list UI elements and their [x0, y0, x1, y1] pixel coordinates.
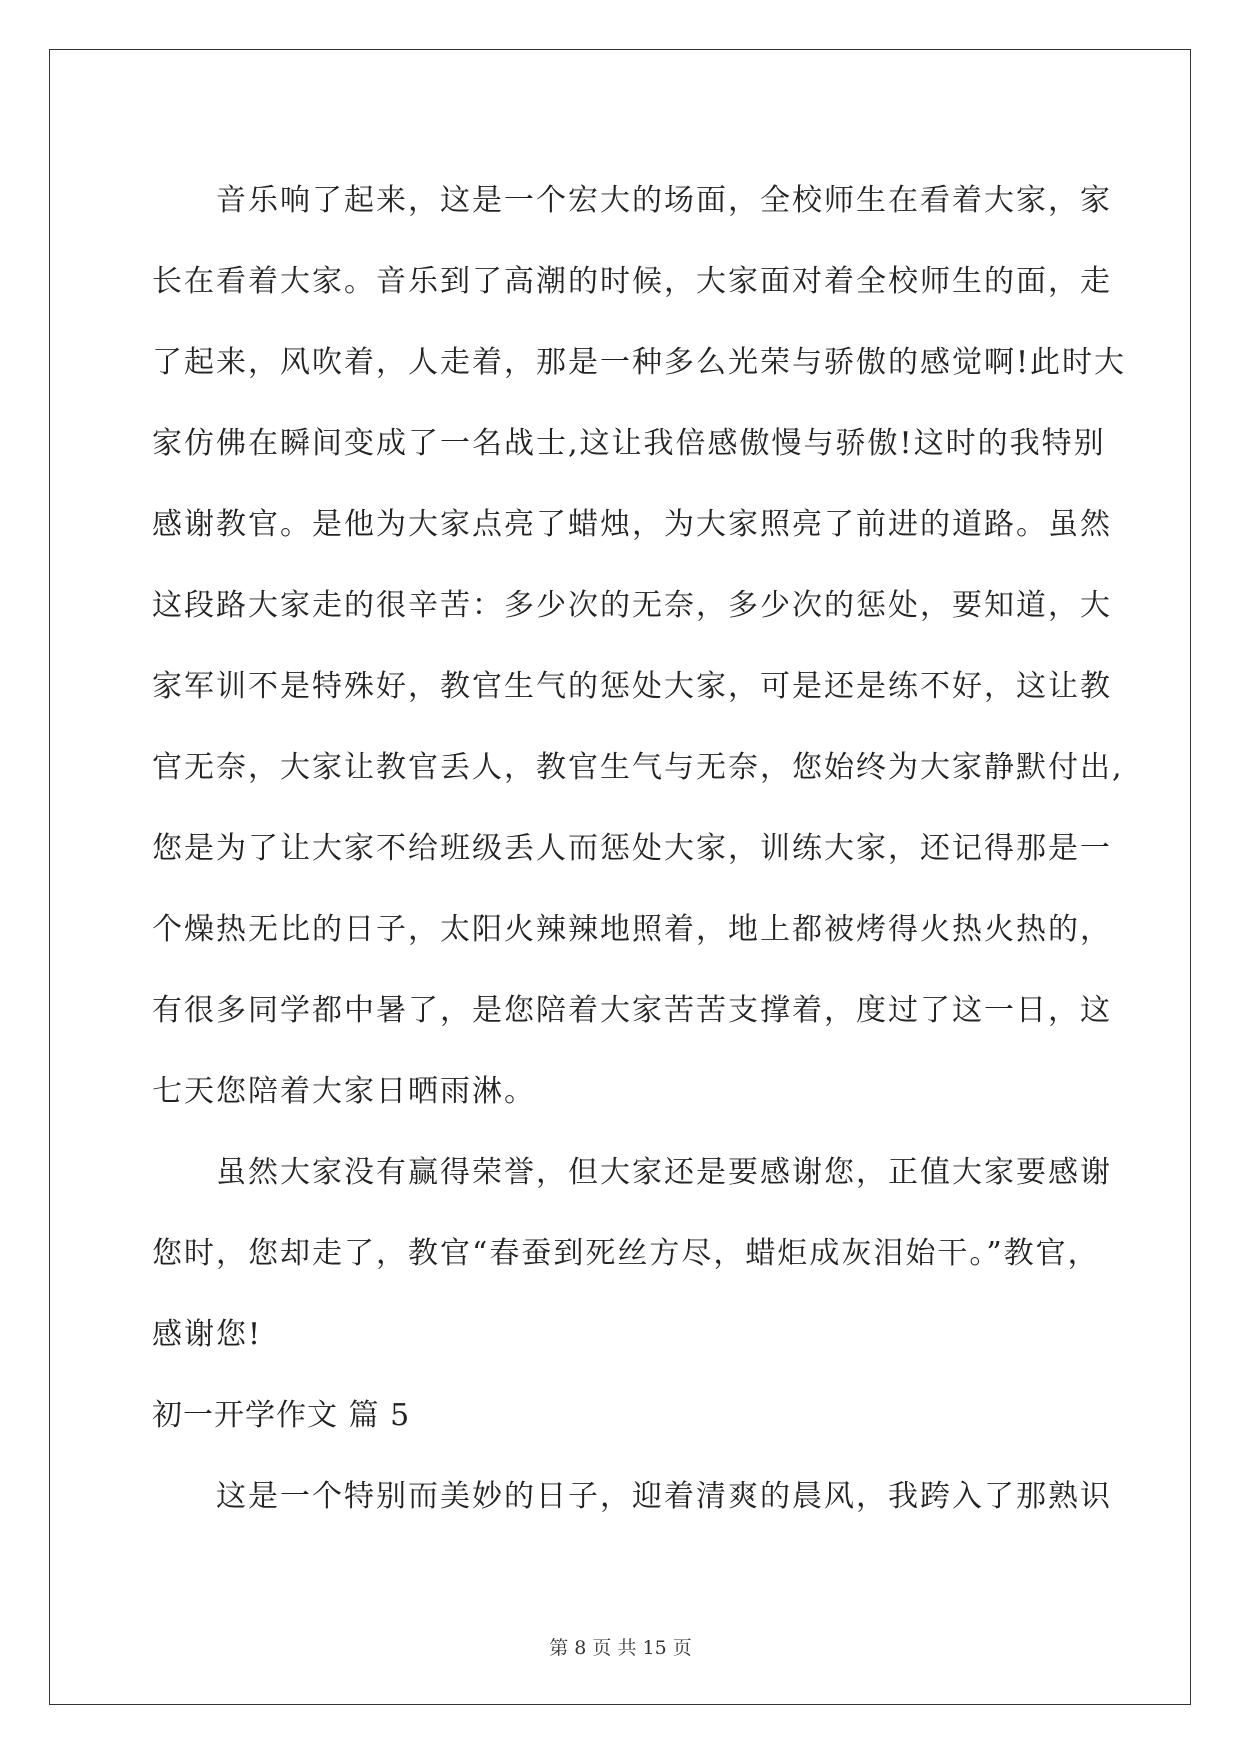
- text-line: 这是一个特别而美妙的日子，迎着清爽的晨风，我跨入了那熟识: [216, 1479, 1112, 1514]
- section-heading: 初一开学作文 篇 5: [152, 1398, 411, 1433]
- text-line: 虽然大家没有赢得荣誉，但大家还是要感谢您，正值大家要感谢: [216, 1155, 1112, 1190]
- text-line: 了起来，风吹着，人走着，那是一种多么光荣与骄傲的感觉啊!此时大: [152, 345, 1127, 380]
- page-number: 第 8 页 共 15 页: [549, 1637, 692, 1659]
- text-line: 官无奈，大家让教官丢人，教官生气与无奈，您始终为大家静默付出,: [152, 750, 1124, 785]
- text-line: 家仿佛在瞬间变成了一名战士,这让我倍感傲慢与骄傲!这时的我特别: [152, 426, 1106, 461]
- text-line: 长在看着大家。音乐到了高潮的时候，大家面对着全校师生的面，走: [152, 264, 1112, 299]
- text-line: 家军训不是特殊好，教官生气的惩处大家，可是还是练不好，这让教: [152, 669, 1112, 704]
- text-line: 个燥热无比的日子，太阳火辣辣地照着，地上都被烤得火热火热的，: [152, 912, 1112, 947]
- document-body: [152, 160, 1127, 1537]
- text-line: 七天您陪着大家日晒雨淋。: [152, 1074, 536, 1109]
- text-line: 感谢教官。是他为大家点亮了蜡烛，为大家照亮了前进的道路。虽然: [152, 507, 1112, 542]
- text-line: 这段路大家走的很辛苦：多少次的无奈，多少次的惩处，要知道，大: [152, 588, 1112, 623]
- text-line: 音乐响了起来，这是一个宏大的场面，全校师生在看着大家，家: [216, 183, 1112, 218]
- text-line: 有很多同学都中暑了，是您陪着大家苦苦支撑着，度过了这一日，这: [152, 993, 1112, 1028]
- paragraph-3: [152, 1456, 1112, 1537]
- paragraph-2: [152, 1132, 1112, 1375]
- text-line: 您是为了让大家不给班级丢人而惩处大家，训练大家，还记得那是一: [152, 831, 1112, 866]
- paragraph-1: [152, 160, 1127, 1132]
- text-line: 感谢您!: [152, 1317, 263, 1352]
- text-line: 您时，您却走了，教官“春蚕到死丝方尽，蜡炬成灰泪始干。”教官，: [152, 1236, 1100, 1271]
